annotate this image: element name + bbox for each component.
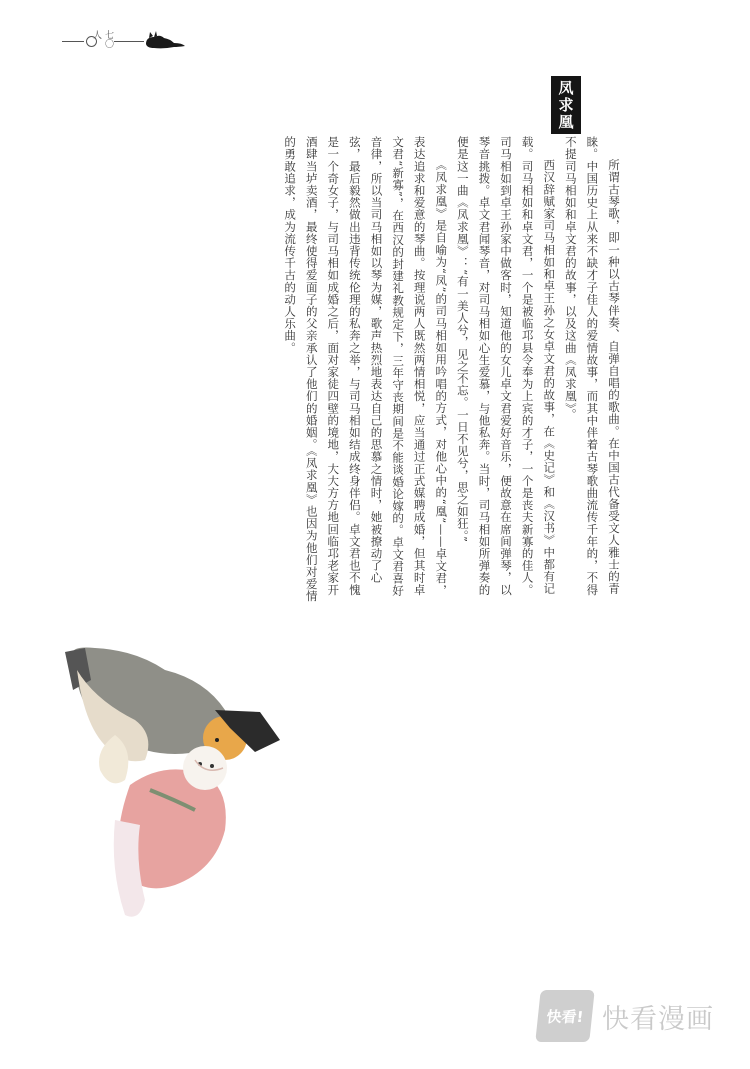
cat-silhouette-icon	[144, 28, 186, 50]
cat-couple-illustration	[55, 640, 295, 930]
paragraph: 西汉辞赋家司马相如和卓王孙之女卓文君的故事，在《史记》和《汉书》中都有记载。司马相如和卓文君，一个是被临邛县令奉为上宾的才子，一个是丧夫新寡的佳人。司马相如到卓王孙家中做客时，知道他的女儿卓文君爱好音乐，便故意在席间弹琴，以琴音挑拨。卓文君闻琴音，对司马相如心生爱慕，与他私奔。当时，司马相如所弹奏的便是这一曲《凤求凰》：“有一美人兮，见之不忘。一日不见兮，思之如狂。”	[455, 136, 557, 596]
header-label: 七〇人	[91, 30, 113, 48]
kuaikan-logo-icon: 快看!	[535, 990, 594, 1042]
page-header-ornament	[62, 28, 192, 54]
paragraph: 所谓古琴歌，即一种以古琴伴奏、自弹自唱的歌曲。在中国古代备受文人雅士的青睐。中国历史上从来不缺才子佳人的爱情故事，而其中伴着古琴歌曲流传千年的，不得不提司马相如和卓文君的故事，以及这曲《凤求凰》。	[563, 136, 621, 596]
paragraph: 《凤求凰》是自喻为“凤”的司马相如用吟唱的方式，对他心中的“凰”——卓文君，表达追求和爱意的琴曲。按理说两人既然两情相悦，应当通过正式媒聘成婚，但其时卓文君“新寡”，在西汉的封建礼教规定下，三年守丧期间是不能谈婚论嫁的。卓文君喜好音律，所以当司马相如以琴为媒，歌声热烈地表达自己的思慕之情时，她被撩动了心弦，最后毅然做出违背传统伦理的私奔之举，与司马相如结成终身伴侣。卓文君也不愧是一个奇女子，与司马相如成婚之后，面对家徒四壁的境地，大大方方地回临邛老家开酒肆当垆卖酒，最终使得爱面子的父亲承认了他们的婚姻。《凤求凰》也因为他们对爱情的勇敢追求，成为流传千古的动人乐曲。	[283, 136, 449, 603]
article-body	[279, 136, 625, 606]
header-rule-left	[62, 41, 84, 42]
article-title: 凤求凰	[551, 76, 581, 134]
watermark-text: 快看漫画	[602, 1003, 714, 1035]
watermark	[538, 990, 738, 1042]
header-rule-right	[114, 41, 144, 42]
